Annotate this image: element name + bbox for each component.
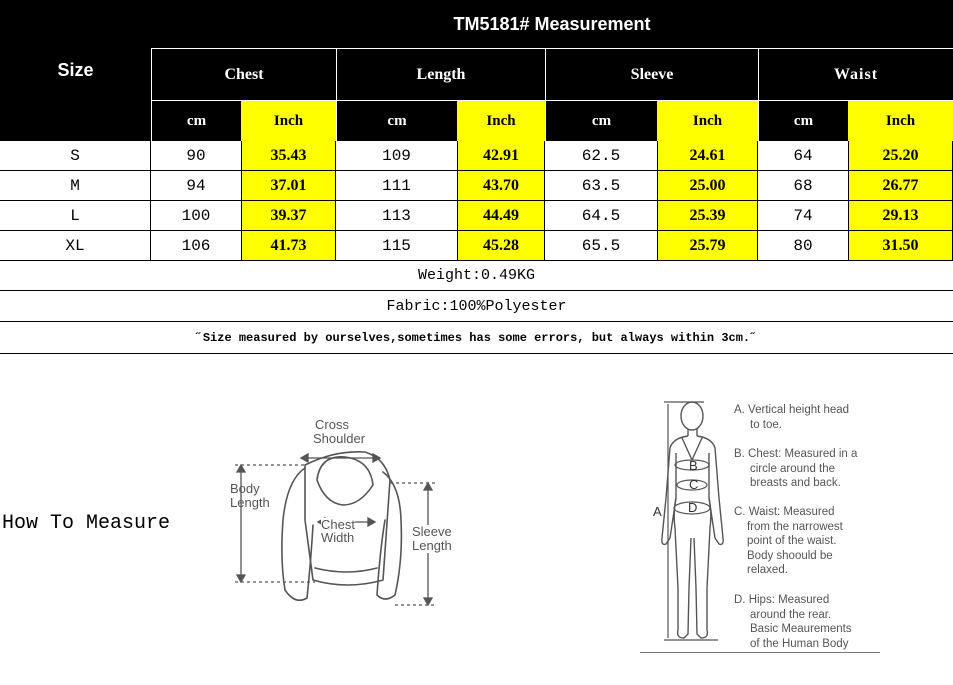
- inch-value-cell: 45.28: [457, 231, 545, 261]
- inch-value-cell: 44.49: [457, 201, 545, 231]
- label-body-length-line1: Body: [230, 481, 260, 496]
- inch-value-cell: 25.00: [657, 171, 758, 201]
- cm-value-cell: 65.5: [545, 231, 657, 261]
- unit-length-inch: Inch: [457, 101, 545, 141]
- inch-value-cell: 43.70: [457, 171, 545, 201]
- desc-c-line2: from the narrowest: [747, 520, 843, 533]
- desc-divider: [640, 652, 880, 653]
- desc-b-line2: circle around the: [750, 462, 836, 475]
- size-cell: L: [0, 201, 151, 231]
- cm-value-cell: 74: [758, 201, 848, 231]
- label-body-length: [230, 482, 270, 510]
- cm-value-cell: 106: [151, 231, 241, 261]
- cm-value-cell: 62.5: [545, 141, 657, 171]
- body-measure-diagram: [648, 398, 738, 648]
- unit-length-cm: cm: [336, 100, 457, 141]
- desc-c-line5: relaxed.: [747, 564, 788, 576]
- cm-value-cell: 100: [151, 201, 241, 231]
- desc-d-line2: around the rear.: [750, 608, 832, 621]
- unit-chest-inch: Inch: [241, 101, 336, 141]
- measurement-note: ˝Size measured by ourselves,sometimes has some errors, but always within 3cm.˝: [0, 322, 953, 354]
- label-cross-shoulder: [313, 418, 365, 446]
- desc-c-line1: C. Waist: Measured: [734, 506, 835, 518]
- label-chest-width: [321, 518, 355, 544]
- desc-d-line4: of the Human Body: [750, 637, 849, 650]
- desc-a: [734, 403, 849, 432]
- desc-c: [734, 505, 843, 578]
- header-length: Length: [336, 48, 545, 100]
- unit-chest-cm: cm: [151, 100, 241, 141]
- body-letter-d: D: [688, 500, 698, 515]
- desc-b-line3: breasts and back.: [750, 477, 841, 489]
- inch-value-cell: 35.43: [241, 141, 336, 171]
- table-title: TM5181# Measurement: [151, 0, 953, 48]
- size-cell: XL: [0, 231, 151, 261]
- label-cross-shoulder-line1: Cross: [315, 417, 349, 432]
- cm-value-cell: 64: [758, 141, 848, 171]
- inch-value-cell: 39.37: [241, 201, 336, 231]
- size-header: Size: [0, 0, 151, 141]
- inch-value-cell: 41.73: [241, 231, 336, 261]
- cm-value-cell: 63.5: [545, 171, 657, 201]
- inch-value-cell: 24.61: [657, 141, 758, 171]
- body-letter-a: A: [653, 504, 662, 519]
- cm-value-cell: 90: [151, 141, 241, 171]
- inch-value-cell: 31.50: [848, 231, 953, 261]
- size-cell: M: [0, 171, 151, 201]
- label-chest-width-line2: Width: [321, 530, 355, 545]
- desc-d-line3: Basic Meaurements: [750, 623, 852, 635]
- desc-c-line4: Body shoould be: [747, 549, 833, 562]
- header-sleeve: Sleeve: [545, 48, 758, 100]
- inch-value-cell: 37.01: [241, 171, 336, 201]
- unit-sleeve-inch: Inch: [657, 101, 758, 141]
- size-cell: S: [0, 141, 151, 171]
- cm-value-cell: 113: [336, 201, 457, 231]
- cm-value-cell: 111: [336, 171, 457, 201]
- label-sleeve-length: [412, 525, 452, 553]
- cm-value-cell: 68: [758, 171, 848, 201]
- inch-value-cell: 25.20: [848, 141, 953, 171]
- desc-b: [734, 447, 857, 491]
- label-sleeve-length-line2: Length: [412, 538, 452, 553]
- header-waist: Waist: [758, 48, 953, 100]
- cm-value-cell: 94: [151, 171, 241, 201]
- body-letter-b: B: [689, 458, 698, 473]
- fabric-info: Fabric:100%Polyester: [0, 291, 953, 322]
- inch-value-cell: 25.79: [657, 231, 758, 261]
- unit-sleeve-cm: cm: [545, 100, 657, 141]
- weight-info: Weight:0.49KG: [0, 261, 953, 291]
- unit-waist-cm: cm: [758, 100, 848, 141]
- cm-value-cell: 80: [758, 231, 848, 261]
- desc-d: [734, 593, 852, 651]
- inch-value-cell: 25.39: [657, 201, 758, 231]
- desc-d-line1: D. Hips: Measured: [734, 594, 830, 606]
- header-chest: Chest: [151, 48, 336, 100]
- label-cross-shoulder-line2: Shoulder: [313, 431, 366, 446]
- cm-value-cell: 109: [336, 141, 457, 171]
- body-letter-c: C: [689, 477, 699, 492]
- inch-value-cell: 29.13: [848, 201, 953, 231]
- unit-waist-inch: Inch: [848, 101, 953, 141]
- how-to-measure-heading: How To Measure: [2, 512, 171, 535]
- inch-value-cell: 42.91: [457, 141, 545, 171]
- label-chest-width-line1: Chest: [321, 517, 355, 532]
- cm-value-cell: 64.5: [545, 201, 657, 231]
- desc-b-line1: B. Chest: Measured in a: [734, 448, 858, 460]
- inch-value-cell: 26.77: [848, 171, 953, 201]
- desc-a-line2: to toe.: [750, 418, 782, 431]
- cm-value-cell: 115: [336, 231, 457, 261]
- desc-a-line1: A. Vertical height head: [734, 404, 850, 416]
- label-body-length-line2: Length: [230, 495, 270, 510]
- desc-c-line3: point of the waist.: [747, 535, 837, 547]
- label-sleeve-length-line1: Sleeve: [412, 524, 452, 539]
